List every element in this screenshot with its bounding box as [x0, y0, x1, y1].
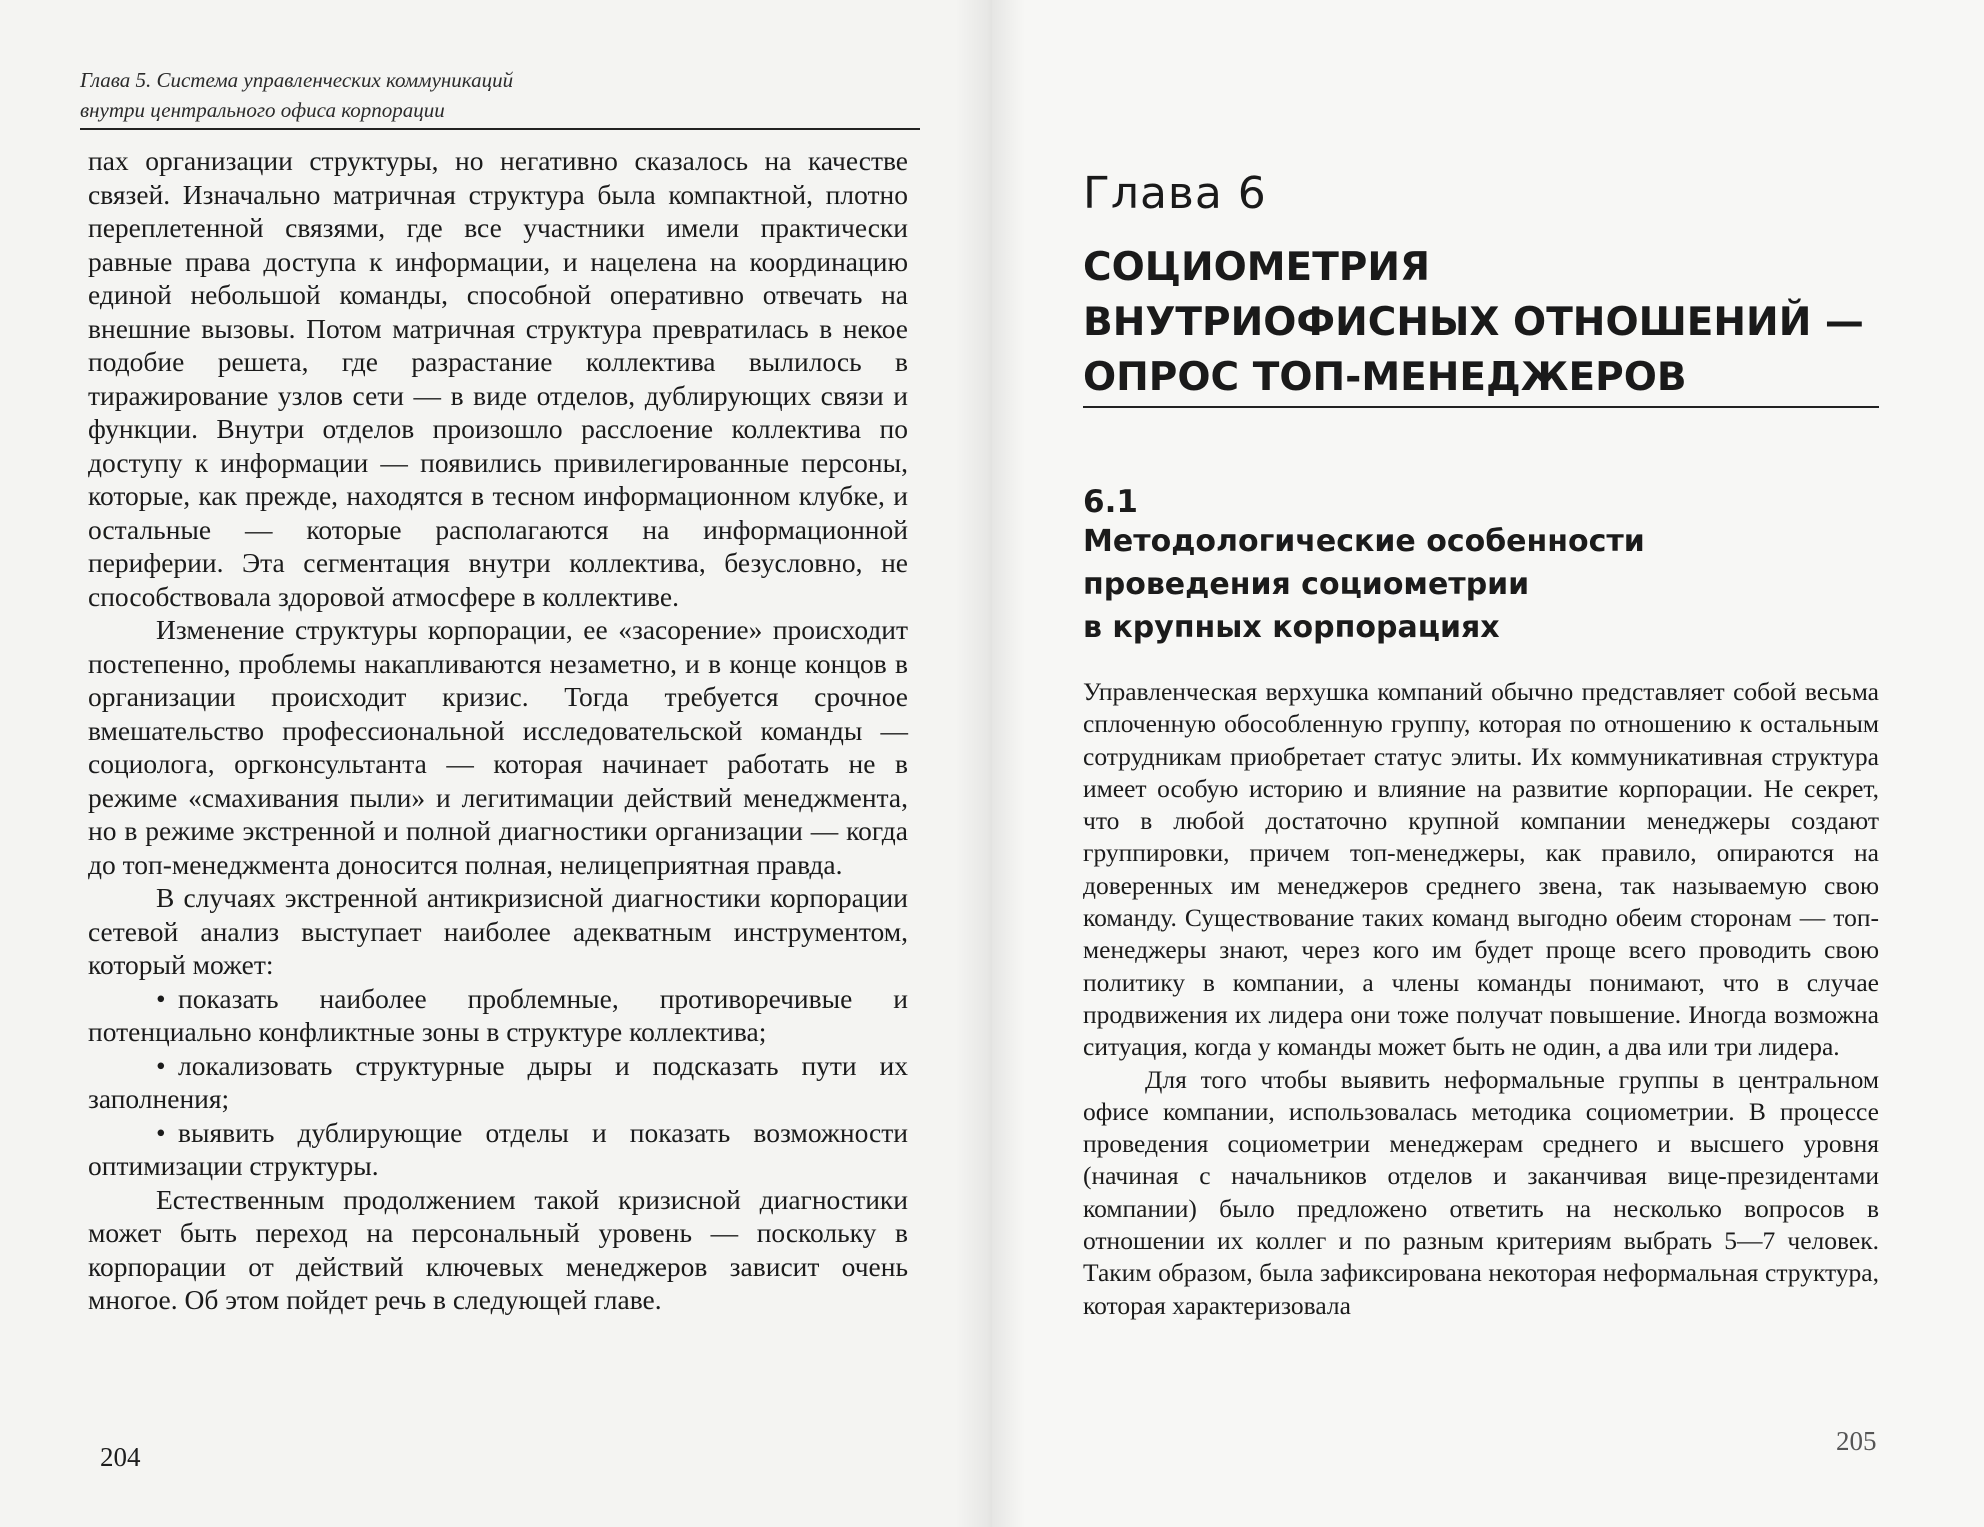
- section-title: [1083, 520, 1883, 649]
- chapter-title-line: ВНУТРИОФИСНЫХ ОТНОШЕНИЙ —: [1083, 300, 1864, 345]
- section-title-line: проведения социометрии: [1083, 567, 1530, 602]
- paragraph: пах организации структуры, но негативно сказалось на качестве связей. Изначально матричная структура была компактной, плотно переплетенной связями, где все участники имели практически равные права доступа к информации, и нацелена на координацию единой небольшой команды, способной оперативно отвечать на внешние вызовы. Потом матричная структура превратилась в некое подобие решета, где разрастание коллектива вылилось в тиражирование узлов сети — в виде отделов, дублирующих связи и функции. Внутри отделов произошло расслоение коллектива по доступу к информации — появились привилегированные персоны, которые, как прежде, находятся в тесном информационном клубке, и остальные — которые располагаются на информационной периферии. Эта сегментация внутри коллектива, безусловно, не способствовала здоровой атмосфере в коллективе.: [88, 145, 908, 612]
- bullet-list: [88, 982, 908, 1183]
- section-number: 6.1: [1083, 484, 1138, 520]
- chapter-title-line: ОПРОС ТОП-МЕНЕДЖЕРОВ: [1083, 355, 1687, 400]
- right-body-text: [1083, 676, 1879, 1322]
- book-gutter-shadow: [955, 0, 1025, 1527]
- list-item: [88, 1116, 908, 1183]
- chapter-divider: [1083, 406, 1879, 408]
- paragraph: Естественным продолжением такой кризисной диагностики может быть переход на персональный уровень — поскольку в корпорации от действий ключевых менеджеров зависит очень многое. Об этом пойдет речь в следующей главе.: [88, 1183, 908, 1315]
- list-item-text: выявить дублирующие отделы и показать возможности оптимизации структуры.: [88, 1116, 908, 1181]
- list-item: [88, 1049, 908, 1116]
- bullet-icon: •: [156, 982, 166, 1014]
- paragraph: В случаях экстренной антикризисной диагностики корпорации сетевой анализ выступает наиболее адекватным инструментом, который может:: [88, 882, 908, 980]
- paragraph: Для того чтобы выявить неформальные группы в центральном офисе компании, использовалась методика социометрии. В процессе проведения социометрии менеджерам среднего и высшего уровня (начиная с начальников отделов и заканчивая вице-президентами компании) было предложено ответить на несколько вопросов в отношении их коллег и по разным критериям выбрать 5—7 человек. Таким образом, была зафиксирована некоторая неформальная структура, которая характеризовала: [1083, 1064, 1879, 1320]
- bullet-icon: •: [156, 1049, 166, 1081]
- bullet-icon: •: [156, 1116, 166, 1148]
- chapter-label: Глава 6: [1083, 168, 1267, 219]
- section-title-line: в крупных корпорациях: [1083, 610, 1500, 645]
- list-item: [88, 982, 908, 1049]
- running-header-line-2: внутри центрального офиса корпорации: [80, 98, 445, 122]
- running-header-line-1: Глава 5. Система управленческих коммуникаций: [80, 68, 514, 92]
- paragraph: Управленческая верхушка компаний обычно представляет собой весьма сплоченную обособленную группу, которая по отношению к остальным сотрудникам приобретает статус элиты. Их коммуникативная структура имеет особую историю и влияние на развитие корпорации. Не секрет, что в любой достаточно крупной компании менеджеры создают группировки, причем топ-менеджеры, как правило, опираются на доверенных им менеджеров среднего звена, так называемую свою команду. Существование таких команд выгодно обеим сторонам — топ-менеджеры знают, через кого им будет проще всего проводить свою политику в компании, а члены команды понимают, что в случае продвижения их лидера они тоже получат повышение. Иногда возможна ситуация, когда у команды может быть не один, а два или три лидера.: [1083, 677, 1879, 1062]
- page-number-left: 204: [100, 1442, 141, 1472]
- list-item-text: локализовать структурные дыры и подсказать пути их заполнения;: [88, 1049, 908, 1114]
- running-header: [80, 65, 920, 125]
- page-number-right: 205: [1836, 1426, 1877, 1456]
- chapter-title: [1083, 240, 1883, 405]
- list-item-text: показать наиболее проблемные, противоречивые и потенциально конфликтные зоны в структуре коллектива;: [88, 982, 908, 1047]
- chapter-title-line: СОЦИОМЕТРИЯ: [1083, 245, 1431, 290]
- left-body-text: [88, 144, 908, 1317]
- paragraph: Изменение структуры корпорации, ее «засорение» происходит постепенно, проблемы накапливаются незаметно, и в конце концов в организации происходит кризис. Тогда требуется срочное вмешательство профессиональной исследовательской команды — социолога, оргконсультанта — которая начинает работать не в режиме «смахивания пыли» и легитимации действий менеджмента, но в режиме экстренной и полной диагностики организации — когда до топ-менеджмента доносится полная, нелицеприятная правда.: [88, 614, 908, 880]
- header-divider: [80, 128, 920, 130]
- section-title-line: Методологические особенности: [1083, 524, 1645, 559]
